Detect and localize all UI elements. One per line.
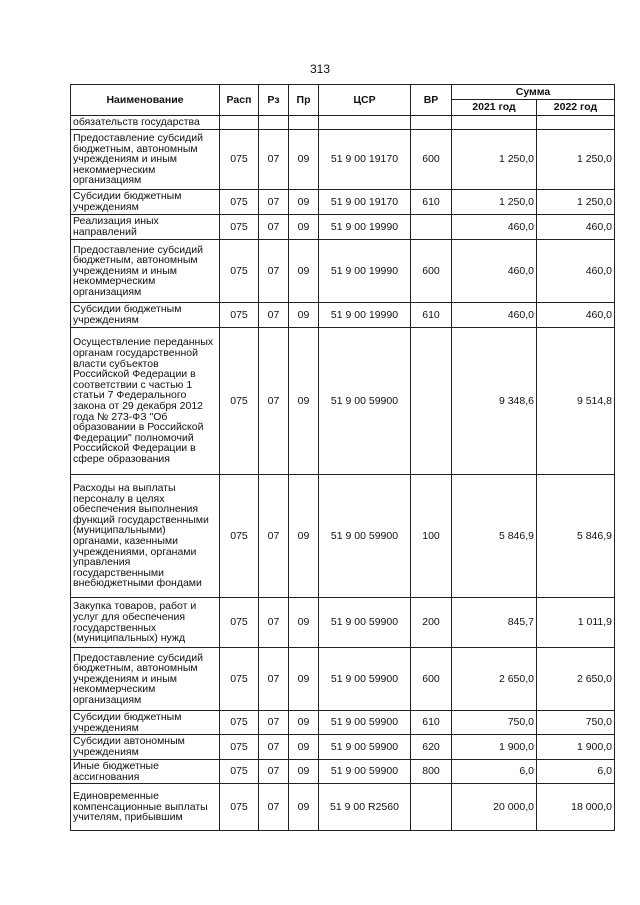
- table-row: [71, 240, 615, 303]
- cell-pr: 09: [289, 130, 319, 190]
- cell-vr: 200: [411, 598, 452, 648]
- cell-pr: 09: [289, 648, 319, 711]
- header-rasp: Расп: [220, 85, 259, 116]
- cell-y2022: 1 900,0: [537, 735, 615, 760]
- cell-rasp: 075: [220, 303, 259, 328]
- header-2021: 2021 год: [452, 100, 537, 116]
- cell-csr: 51 9 00 R2560: [319, 784, 411, 831]
- cell-name: Единовременные компенсационные выплаты учителям, прибывшим: [71, 784, 220, 831]
- cell-name: Закупка товаров, работ и услуг для обеспечения государственных (муниципальных) нужд: [71, 598, 220, 648]
- table-row: [71, 711, 615, 735]
- header-2022: 2022 год: [537, 100, 615, 116]
- cell-csr: 51 9 00 59900: [319, 328, 411, 475]
- cell-name: Реализация иных направлений: [71, 215, 220, 240]
- cell-y2021: 845,7: [452, 598, 537, 648]
- cell-name: Предоставление субсидий бюджетным, автономным учреждениям и иным некоммерческим организациям: [71, 130, 220, 190]
- table-body: [71, 116, 615, 831]
- cell-name: обязательств государства: [71, 116, 220, 130]
- cell-y2021: 750,0: [452, 711, 537, 735]
- table-row: [71, 760, 615, 784]
- cell-y2021: 20 000,0: [452, 784, 537, 831]
- cell-name: Осуществление переданных органам государственной власти субъектов Российской Федерации в соответствии с частью 1 статьи 7 Федерального закона от 29 декабря 2012 года № 273-ФЗ "Об образовании в Российской Федерации" полномочий Российской Федерации в сфере образования: [71, 328, 220, 475]
- cell-vr: 600: [411, 130, 452, 190]
- cell-y2022: 18 000,0: [537, 784, 615, 831]
- cell-pr: 09: [289, 784, 319, 831]
- header-name: Наименование: [71, 85, 220, 116]
- cell-rasp: 075: [220, 648, 259, 711]
- cell-vr: 610: [411, 711, 452, 735]
- table-row: [71, 648, 615, 711]
- cell-rasp: 075: [220, 240, 259, 303]
- cell-rz: 07: [259, 711, 289, 735]
- cell-y2021: 1 250,0: [452, 130, 537, 190]
- cell-y2022: 460,0: [537, 215, 615, 240]
- cell-vr: 600: [411, 648, 452, 711]
- table-row: [71, 735, 615, 760]
- cell-y2022: 6,0: [537, 760, 615, 784]
- cell-rz: 07: [259, 215, 289, 240]
- cell-y2022: 1 250,0: [537, 130, 615, 190]
- cell-pr: 09: [289, 711, 319, 735]
- cell-rasp: 075: [220, 190, 259, 215]
- cell-rz: 07: [259, 784, 289, 831]
- table-row: [71, 598, 615, 648]
- cell-csr: 51 9 00 19990: [319, 215, 411, 240]
- header-rz: Рз: [259, 85, 289, 116]
- table-row: [71, 475, 615, 598]
- cell-name: Субсидии бюджетным учреждениям: [71, 190, 220, 215]
- cell-name: Субсидии бюджетным учреждениям: [71, 303, 220, 328]
- cell-pr: 09: [289, 303, 319, 328]
- cell-rasp: 075: [220, 215, 259, 240]
- cell-pr: 09: [289, 190, 319, 215]
- cell-csr: 51 9 00 59900: [319, 760, 411, 784]
- cell-name: Иные бюджетные ассигнования: [71, 760, 220, 784]
- cell-csr: 51 9 00 59900: [319, 735, 411, 760]
- cell-pr: 09: [289, 328, 319, 475]
- cell-y2022: 5 846,9: [537, 475, 615, 598]
- table-row: [71, 303, 615, 328]
- cell-vr: [411, 328, 452, 475]
- table-row: [71, 116, 615, 130]
- cell-rz: 07: [259, 240, 289, 303]
- cell-rasp: 075: [220, 760, 259, 784]
- cell-rz: 07: [259, 328, 289, 475]
- cell-vr: 610: [411, 190, 452, 215]
- cell-y2022: 750,0: [537, 711, 615, 735]
- cell-csr: 51 9 00 19170: [319, 190, 411, 215]
- page-number: 313: [309, 62, 331, 76]
- cell-csr: 51 9 00 19990: [319, 240, 411, 303]
- cell-rz: 07: [259, 598, 289, 648]
- cell-y2021: 2 650,0: [452, 648, 537, 711]
- cell-rz: 07: [259, 130, 289, 190]
- cell-y2021: 460,0: [452, 240, 537, 303]
- cell-rasp: 075: [220, 475, 259, 598]
- cell-vr: 620: [411, 735, 452, 760]
- header-pr: Пр: [289, 85, 319, 116]
- cell-vr: [411, 215, 452, 240]
- cell-y2021: 9 348,6: [452, 328, 537, 475]
- cell-name: Субсидии автономным учреждениям: [71, 735, 220, 760]
- cell-y2021: 460,0: [452, 303, 537, 328]
- cell-vr: 800: [411, 760, 452, 784]
- cell-name: Расходы на выплаты персоналу в целях обеспечения выполнения функций государственными (муниципальными) органами, казенными учреждениями, органами управления государственными внебюджетными фондами: [71, 475, 220, 598]
- cell-pr: 09: [289, 240, 319, 303]
- cell-y2022: 1 250,0: [537, 190, 615, 215]
- cell-pr: 09: [289, 735, 319, 760]
- cell-pr: 09: [289, 598, 319, 648]
- cell-y2022: 460,0: [537, 240, 615, 303]
- cell-vr: [411, 784, 452, 831]
- cell-y2021: 1 250,0: [452, 190, 537, 215]
- cell-name: Предоставление субсидий бюджетным, автономным учреждениям и иным некоммерческим организациям: [71, 240, 220, 303]
- cell-rasp: [220, 116, 259, 130]
- cell-csr: 51 9 00 59900: [319, 475, 411, 598]
- cell-y2022: 9 514,8: [537, 328, 615, 475]
- cell-y2022: 2 650,0: [537, 648, 615, 711]
- table-row: [71, 215, 615, 240]
- cell-vr: 100: [411, 475, 452, 598]
- cell-pr: 09: [289, 760, 319, 784]
- cell-rasp: 075: [220, 784, 259, 831]
- cell-pr: 09: [289, 475, 319, 598]
- cell-y2021: [452, 116, 537, 130]
- cell-rz: 07: [259, 735, 289, 760]
- cell-vr: 600: [411, 240, 452, 303]
- header-sum: Сумма: [452, 85, 615, 100]
- table-row: [71, 328, 615, 475]
- cell-rz: [259, 116, 289, 130]
- cell-rz: 07: [259, 475, 289, 598]
- cell-y2022: [537, 116, 615, 130]
- cell-csr: [319, 116, 411, 130]
- cell-csr: 51 9 00 59900: [319, 711, 411, 735]
- cell-csr: 51 9 00 19170: [319, 130, 411, 190]
- cell-y2021: 6,0: [452, 760, 537, 784]
- cell-rz: 07: [259, 648, 289, 711]
- cell-pr: [289, 116, 319, 130]
- cell-name: Предоставление субсидий бюджетным, автономным учреждениям и иным некоммерческим организациям: [71, 648, 220, 711]
- cell-vr: [411, 116, 452, 130]
- cell-rasp: 075: [220, 130, 259, 190]
- cell-y2021: 5 846,9: [452, 475, 537, 598]
- table-row: [71, 784, 615, 831]
- cell-csr: 51 9 00 19990: [319, 303, 411, 328]
- cell-csr: 51 9 00 59900: [319, 648, 411, 711]
- cell-y2022: 1 011,9: [537, 598, 615, 648]
- header-vr: ВР: [411, 85, 452, 116]
- cell-rasp: 075: [220, 598, 259, 648]
- budget-table: [70, 84, 615, 831]
- table-row: [71, 190, 615, 215]
- cell-y2022: 460,0: [537, 303, 615, 328]
- cell-rasp: 075: [220, 735, 259, 760]
- cell-y2021: 460,0: [452, 215, 537, 240]
- cell-rasp: 075: [220, 328, 259, 475]
- cell-name: Субсидии бюджетным учреждениям: [71, 711, 220, 735]
- table-row: [71, 130, 615, 190]
- cell-csr: 51 9 00 59900: [319, 598, 411, 648]
- cell-rz: 07: [259, 303, 289, 328]
- cell-vr: 610: [411, 303, 452, 328]
- cell-rz: 07: [259, 760, 289, 784]
- header-csr: ЦСР: [319, 85, 411, 116]
- cell-y2021: 1 900,0: [452, 735, 537, 760]
- cell-pr: 09: [289, 215, 319, 240]
- cell-rz: 07: [259, 190, 289, 215]
- cell-rasp: 075: [220, 711, 259, 735]
